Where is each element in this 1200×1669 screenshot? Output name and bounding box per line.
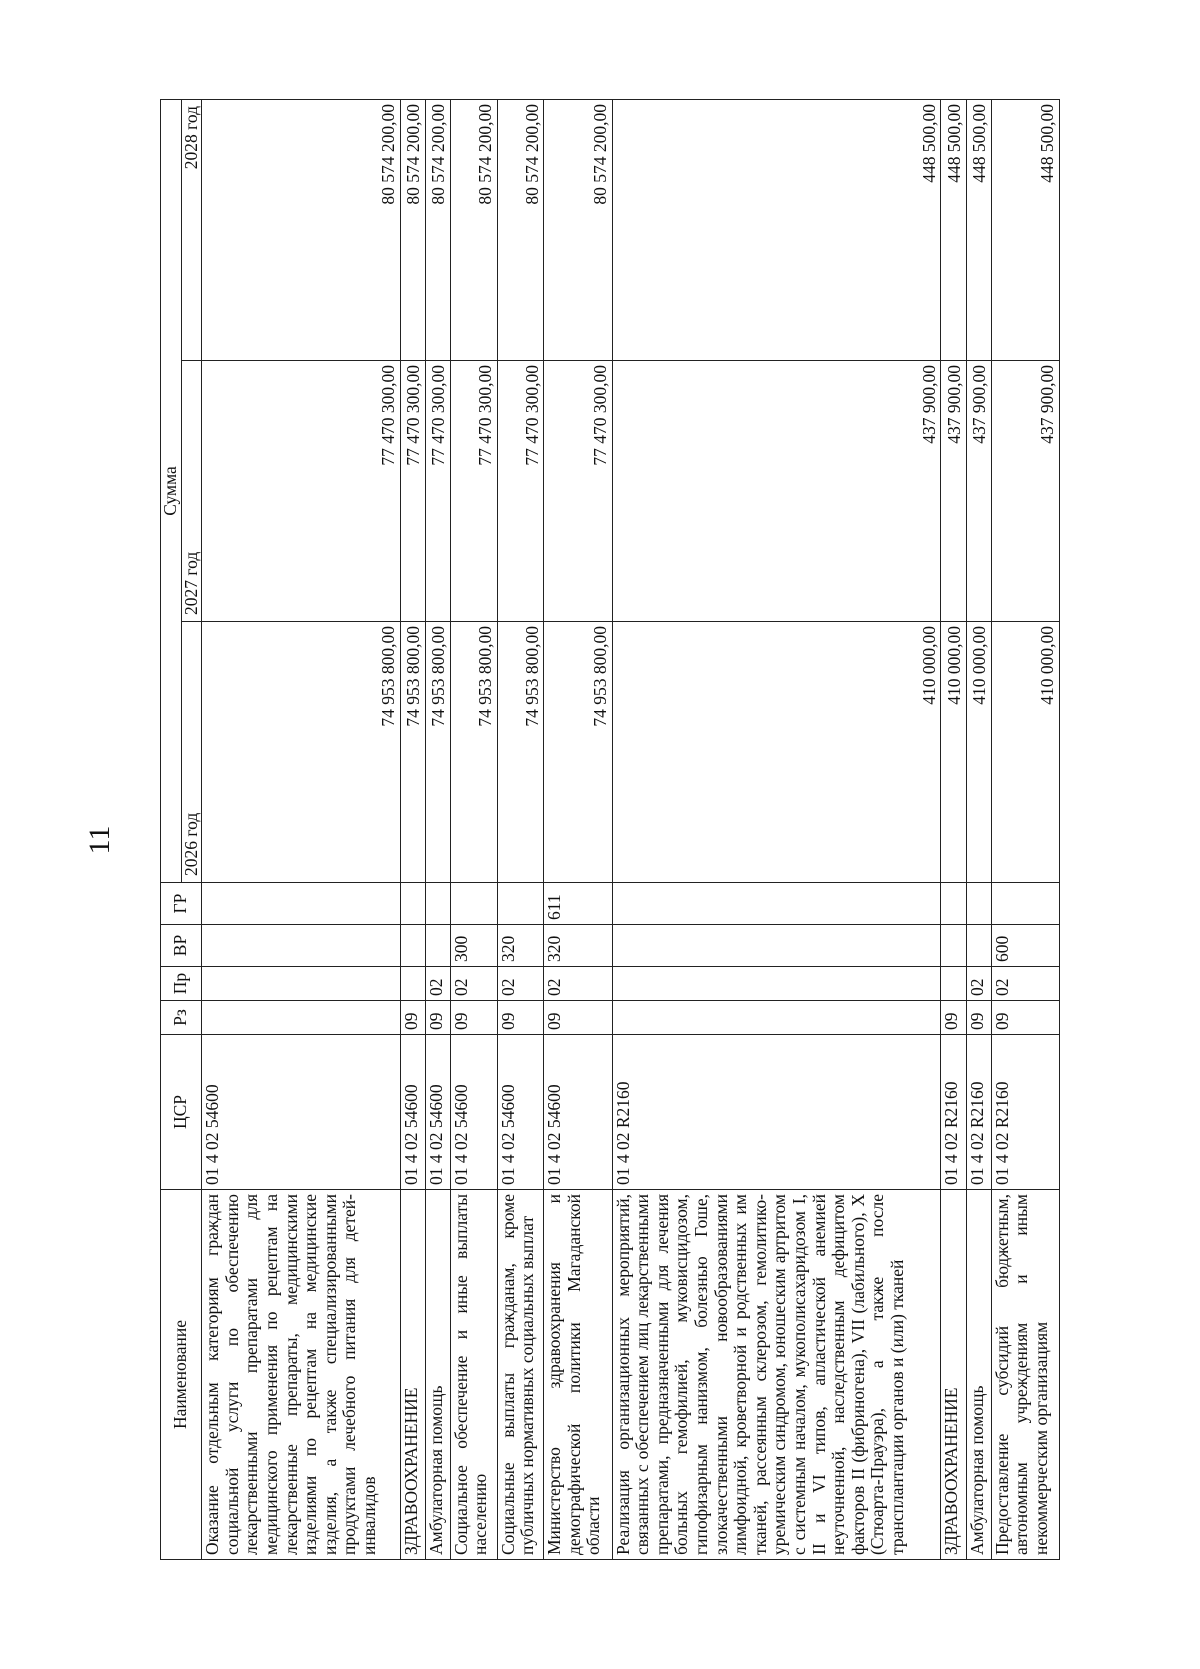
cell-rz: 09 [544, 1001, 612, 1035]
cell-pr [941, 967, 966, 1001]
cell-gr [450, 883, 497, 925]
cell-y2027: 437 900,00 [966, 361, 991, 622]
header-2028: 2028 год [181, 99, 202, 360]
cell-gr [425, 883, 450, 925]
cell-y2027: 77 470 300,00 [202, 361, 401, 622]
cell-vr: 320 [497, 925, 544, 967]
header-vr: ВР [161, 925, 202, 967]
cell-y2026: 74 953 800,00 [400, 622, 425, 883]
cell-csr: 01 4 02 R2160 [966, 1035, 991, 1190]
cell-vr: 300 [450, 925, 497, 967]
table-row [941, 99, 966, 1559]
cell-rz: 09 [941, 1001, 966, 1035]
header-sum: Сумма [161, 99, 182, 882]
cell-y2028: 80 574 200,00 [544, 99, 612, 360]
header-rz: Рз [161, 1001, 202, 1035]
cell-y2026: 410 000,00 [941, 622, 966, 883]
cell-pr: 02 [544, 967, 612, 1001]
header-name: Наименование [161, 1190, 202, 1560]
cell-pr: 02 [497, 967, 544, 1001]
cell-name: ЗДРАВООХРАНЕНИЕ [400, 1190, 425, 1560]
cell-y2027: 437 900,00 [941, 361, 966, 622]
cell-name: Социальные выплаты гражданам, кроме публичных нормативных социальных выплат [497, 1190, 544, 1560]
cell-y2026: 410 000,00 [966, 622, 991, 883]
cell-gr [991, 883, 1059, 925]
table-row [400, 99, 425, 1559]
cell-y2027: 77 470 300,00 [450, 361, 497, 622]
table-row [450, 99, 497, 1559]
header-row-1 [161, 99, 182, 1559]
cell-vr [400, 925, 425, 967]
table-row [966, 99, 991, 1559]
cell-gr [612, 883, 941, 925]
cell-pr: 02 [991, 967, 1059, 1001]
cell-y2026: 74 953 800,00 [497, 622, 544, 883]
cell-name: Социальное обеспечение и иные выплаты населению [450, 1190, 497, 1560]
header-pr: Пр [161, 967, 202, 1001]
cell-gr [400, 883, 425, 925]
cell-y2026: 410 000,00 [612, 622, 941, 883]
cell-csr: 01 4 02 54600 [202, 1035, 401, 1190]
cell-csr: 01 4 02 R2160 [941, 1035, 966, 1190]
cell-y2027: 437 900,00 [991, 361, 1059, 622]
cell-rz: 09 [400, 1001, 425, 1035]
cell-vr [202, 925, 401, 967]
cell-csr: 01 4 02 R2160 [612, 1035, 941, 1190]
cell-y2027: 77 470 300,00 [425, 361, 450, 622]
cell-y2028: 80 574 200,00 [425, 99, 450, 360]
cell-rz: 09 [450, 1001, 497, 1035]
cell-y2026: 74 953 800,00 [425, 622, 450, 883]
cell-gr: 611 [544, 883, 612, 925]
cell-csr: 01 4 02 54600 [544, 1035, 612, 1190]
cell-y2028: 448 500,00 [991, 99, 1059, 360]
cell-gr [497, 883, 544, 925]
page-number: 11 [83, 825, 116, 855]
cell-y2027: 77 470 300,00 [497, 361, 544, 622]
cell-y2028: 80 574 200,00 [497, 99, 544, 360]
budget-table-container [160, 100, 1060, 1560]
table-row [497, 99, 544, 1559]
header-2026: 2026 год [181, 622, 202, 883]
cell-y2026: 74 953 800,00 [544, 622, 612, 883]
cell-csr: 01 4 02 54600 [497, 1035, 544, 1190]
cell-vr: 320 [544, 925, 612, 967]
cell-name: Реализация организационных мероприятий, связанных с обеспечением лиц лекарственными препаратами, предназначенными для лечения больных гемофилией, муковисцидозом, гипофизарным нанизмом, болезнью Гоше, злокачественными новообразованиями лимфоидной, кроветворной и родственных им тканей, рассеянным склерозом, гемолитико-уремическим синдромом, юношеским артритом с системным началом, мукополисахаридозом I, II и VI типов, апластической анемией неуточненной, наследственным дефицитом факторов II (фибриногена), VII (лабильного), X (Стюарта-Прауэра), а также после трансплантации органов и (или) тканей [612, 1190, 941, 1560]
cell-rz: 09 [991, 1001, 1059, 1035]
cell-vr [425, 925, 450, 967]
cell-y2028: 448 500,00 [966, 99, 991, 360]
cell-name: ЗДРАВООХРАНЕНИЕ [941, 1190, 966, 1560]
cell-vr [966, 925, 991, 967]
table-row [612, 99, 941, 1559]
cell-y2028: 80 574 200,00 [400, 99, 425, 360]
cell-csr: 01 4 02 54600 [450, 1035, 497, 1190]
cell-csr: 01 4 02 54600 [400, 1035, 425, 1190]
header-csr: ЦСР [161, 1035, 202, 1190]
cell-pr: 02 [966, 967, 991, 1001]
cell-vr: 600 [991, 925, 1059, 967]
cell-csr: 01 4 02 54600 [425, 1035, 450, 1190]
cell-pr: 02 [425, 967, 450, 1001]
cell-y2027: 437 900,00 [612, 361, 941, 622]
cell-pr: 02 [450, 967, 497, 1001]
cell-csr: 01 4 02 R2160 [991, 1035, 1059, 1190]
cell-y2028: 448 500,00 [612, 99, 941, 360]
cell-name: Министерство здравоохранения и демографической политики Магаданской области [544, 1190, 612, 1560]
table-row [991, 99, 1059, 1559]
cell-rz: 09 [966, 1001, 991, 1035]
cell-vr [941, 925, 966, 967]
cell-pr [202, 967, 401, 1001]
table-row [425, 99, 450, 1559]
cell-gr [202, 883, 401, 925]
table-row [202, 99, 401, 1559]
cell-rz: 09 [425, 1001, 450, 1035]
table-row [544, 99, 612, 1559]
cell-rz [612, 1001, 941, 1035]
cell-pr [400, 967, 425, 1001]
cell-name: Амбулаторная помощь [425, 1190, 450, 1560]
header-gr: ГР [161, 883, 202, 925]
cell-gr [966, 883, 991, 925]
cell-name: Оказание отдельным категориям граждан социальной услуги по обеспечению лекарственными препаратами для медицинского применения по рецептам на лекарственные препараты, медицинскими изделиями по рецептам на медицинские изделия, а также специализированными продуктами лечебного питания для детей-инвалидов [202, 1190, 401, 1560]
header-2027: 2027 год [181, 361, 202, 622]
cell-rz [202, 1001, 401, 1035]
cell-y2026: 74 953 800,00 [202, 622, 401, 883]
cell-y2028: 80 574 200,00 [202, 99, 401, 360]
cell-y2026: 410 000,00 [991, 622, 1059, 883]
cell-y2028: 80 574 200,00 [450, 99, 497, 360]
cell-name: Амбулаторная помощь [966, 1190, 991, 1560]
cell-y2027: 77 470 300,00 [544, 361, 612, 622]
budget-table [160, 99, 1060, 1560]
table-body [202, 99, 1060, 1559]
cell-rz: 09 [497, 1001, 544, 1035]
cell-gr [941, 883, 966, 925]
cell-y2028: 448 500,00 [941, 99, 966, 360]
cell-name: Предоставление субсидий бюджетным, автономным учреждениям и иным некоммерческим организациям [991, 1190, 1059, 1560]
cell-vr [612, 925, 941, 967]
cell-pr [612, 967, 941, 1001]
cell-y2026: 74 953 800,00 [450, 622, 497, 883]
cell-y2027: 77 470 300,00 [400, 361, 425, 622]
